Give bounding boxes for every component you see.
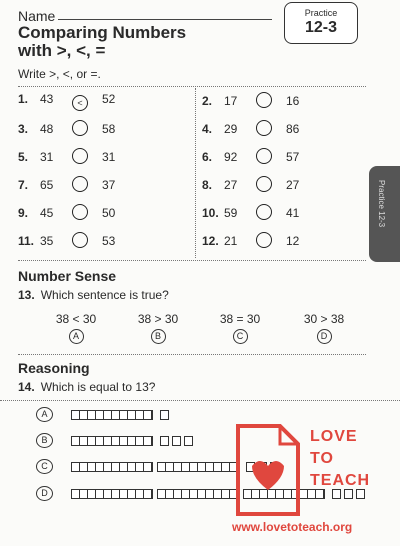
question-14-text: Which is equal to 13?: [40, 380, 156, 394]
watermark-line-3: TEACH: [310, 472, 371, 489]
answer-circle[interactable]: [72, 204, 88, 220]
divider: [0, 400, 400, 401]
left-number: 43: [40, 92, 54, 106]
right-number: 57: [286, 150, 300, 164]
ones-cube-icon: [160, 436, 169, 446]
ones-cube-icon: [172, 436, 181, 446]
right-number: 53: [102, 234, 116, 248]
problem-number: 4.: [202, 122, 213, 136]
question-14-number: 14.: [18, 380, 35, 394]
watermark: [232, 420, 400, 546]
option-a[interactable]: [46, 312, 106, 344]
problem-number: 10.: [202, 206, 219, 220]
answer-circle[interactable]: [256, 120, 272, 136]
choice-letter-bubble[interactable]: B: [36, 433, 53, 448]
left-number: 31: [40, 150, 54, 164]
answer-circle[interactable]: [256, 92, 272, 108]
problem-8: [202, 176, 299, 192]
problem-5: [18, 148, 115, 164]
answer-circle[interactable]: [256, 232, 272, 248]
option-letter-bubble[interactable]: D: [317, 329, 332, 344]
answer-circle[interactable]: [72, 148, 88, 164]
answer-circle[interactable]: [72, 120, 88, 136]
option-b[interactable]: [128, 312, 188, 344]
left-number: 35: [40, 234, 54, 248]
answer-circle[interactable]: [72, 232, 88, 248]
right-number: 27: [286, 178, 300, 192]
love-to-teach-logo-icon: [232, 422, 302, 518]
number-sense-heading: Number Sense: [18, 268, 117, 284]
question-13-text: Which sentence is true?: [40, 288, 169, 302]
right-number: 12: [286, 234, 300, 248]
divider: [18, 260, 366, 261]
problem-9: [18, 204, 115, 220]
problem-1: [18, 92, 115, 108]
problem-4: [202, 120, 299, 136]
name-label: Name: [18, 8, 56, 24]
answer-circle[interactable]: [256, 148, 272, 164]
title-line-2: with >, <, =: [18, 41, 106, 60]
ones-cube-icon: [184, 436, 193, 446]
column-divider: [195, 88, 196, 258]
practice-badge: [284, 2, 358, 44]
practice-label: Practice: [304, 8, 338, 18]
problem-3: [18, 120, 115, 136]
option-c[interactable]: [210, 312, 270, 344]
divider: [18, 354, 366, 355]
problem-number: 3.: [18, 122, 29, 136]
right-number: 37: [102, 178, 116, 192]
right-number: 31: [102, 150, 116, 164]
name-line: [58, 19, 272, 20]
left-number: 59: [224, 206, 238, 220]
answer-circle[interactable]: <: [72, 95, 88, 111]
tens-rod-icon: [71, 462, 153, 472]
tens-rod-icon: [157, 489, 239, 499]
problem-number: 1.: [18, 92, 29, 106]
right-number: 50: [102, 206, 116, 220]
option-text: 38 = 30: [219, 312, 261, 326]
left-number: 45: [40, 206, 54, 220]
instructions: Write >, <, or =.: [18, 67, 101, 81]
problem-number: 11.: [18, 234, 35, 248]
problem-12: [202, 232, 299, 248]
watermark-line-2: TO: [310, 450, 334, 467]
question-14: [18, 380, 155, 394]
problem-number: 12.: [202, 234, 219, 248]
option-text: 38 < 30: [55, 312, 97, 326]
option-letter-bubble[interactable]: B: [151, 329, 166, 344]
answer-circle[interactable]: [256, 176, 272, 192]
left-number: 27: [224, 178, 238, 192]
option-d[interactable]: [294, 312, 354, 344]
problem-number: 2.: [202, 94, 213, 108]
left-number: 65: [40, 178, 54, 192]
problem-number: 6.: [202, 150, 213, 164]
question-13: [18, 288, 169, 302]
side-tab-label: Practice 12-3: [377, 180, 386, 228]
problem-2: [202, 92, 299, 108]
option-text: 30 > 38: [303, 312, 345, 326]
left-number: 17: [224, 94, 238, 108]
ones-cube-icon: [160, 410, 169, 420]
tens-rod-icon: [71, 436, 153, 446]
left-number: 48: [40, 122, 54, 136]
side-tab: [369, 166, 400, 262]
choice-a[interactable]: [36, 407, 169, 422]
choice-letter-bubble[interactable]: A: [36, 407, 53, 422]
answer-circle[interactable]: [72, 176, 88, 192]
problem-number: 5.: [18, 150, 29, 164]
choice-b[interactable]: [36, 433, 193, 448]
tens-rod-icon: [71, 410, 153, 420]
right-number: 52: [102, 92, 116, 106]
choice-letter-bubble[interactable]: D: [36, 486, 53, 501]
left-number: 21: [224, 234, 238, 248]
left-number: 29: [224, 122, 238, 136]
right-number: 41: [286, 206, 300, 220]
option-letter-bubble[interactable]: C: [233, 329, 248, 344]
answer-circle[interactable]: [256, 204, 272, 220]
tens-rod-icon: [71, 489, 153, 499]
option-text: 38 > 30: [137, 312, 179, 326]
practice-number: 12-3: [304, 19, 338, 36]
right-number: 58: [102, 122, 116, 136]
problem-number: 9.: [18, 206, 29, 220]
divider: [18, 86, 366, 87]
right-number: 86: [286, 122, 300, 136]
option-letter-bubble[interactable]: A: [69, 329, 84, 344]
watermark-line-1: LOVE: [310, 428, 358, 445]
left-number: 92: [224, 150, 238, 164]
choice-letter-bubble[interactable]: C: [36, 459, 53, 474]
tens-rod-icon: [157, 462, 239, 472]
problem-7: [18, 176, 115, 192]
problem-number: 8.: [202, 178, 213, 192]
right-number: 16: [286, 94, 300, 108]
problem-6: [202, 148, 299, 164]
question-13-number: 13.: [18, 288, 35, 302]
problem-10: [202, 204, 299, 220]
problem-number: 7.: [18, 178, 29, 192]
title-line-1: Comparing Numbers: [18, 23, 187, 42]
page-title: [18, 24, 258, 60]
problem-11: [18, 232, 115, 248]
watermark-url: www.lovetoteach.org: [232, 520, 353, 534]
reasoning-heading: Reasoning: [18, 360, 90, 376]
